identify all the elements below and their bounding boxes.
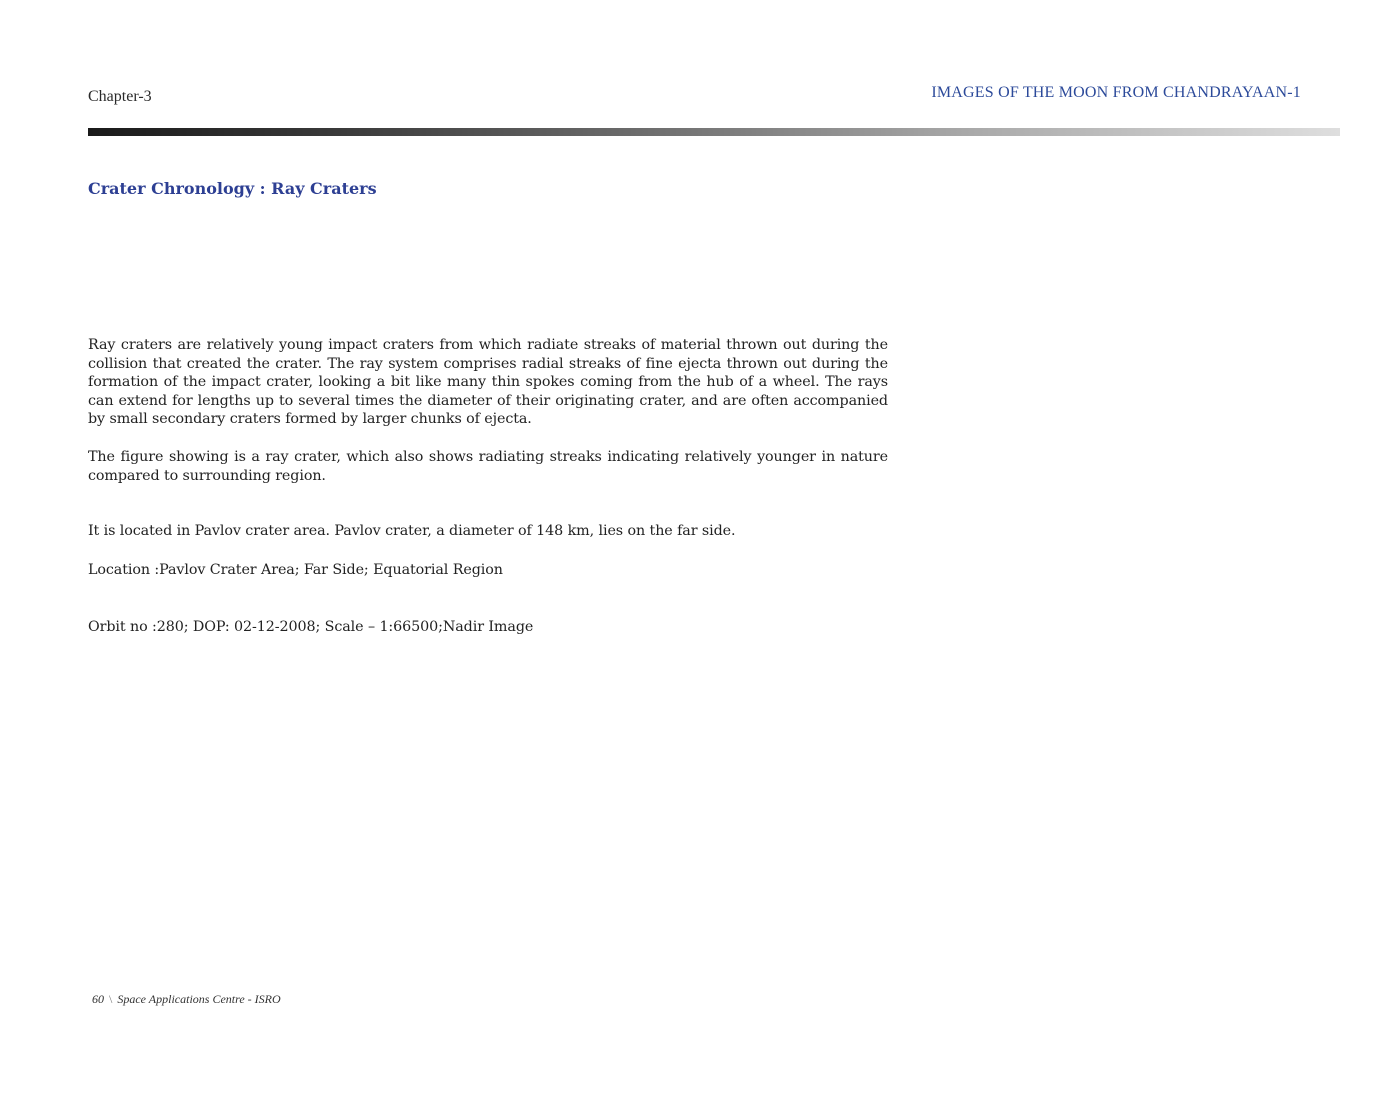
section-heading: Crater Chronology : Ray Craters: [88, 179, 377, 198]
chapter-label: Chapter-3: [88, 88, 152, 105]
page-footer: [92, 992, 281, 1007]
paragraph-location-note: It is located in Pavlov crater area. Pavlov crater, a diameter of 148 km, lies on the far side.: [88, 523, 736, 539]
orbit-info-line: Orbit no :280; DOP: 02-12-2008; Scale – 1:66500;Nadir Image: [88, 619, 534, 635]
location-line: Location :Pavlov Crater Area; Far Side; Equatorial Region: [88, 562, 503, 578]
paragraph-ray-craters-definition: Ray craters are relatively young impact craters from which radiate streaks of material thrown out during the collision that created the crater. The ray system comprises radial streaks of fine ejecta thrown out during the formation of the impact crater, looking a bit like many thin spokes coming from the hub of a wheel. The rays can extend for lengths up to several times the diameter of their originating crater, and are often accompanied by small secondary craters formed by larger chunks of ejecta.: [88, 337, 888, 427]
page-number: 60: [92, 992, 104, 1006]
header-gradient-rule: [88, 128, 1340, 136]
footer-separator: \: [109, 992, 113, 1006]
footer-organization: Space Applications Centre - ISRO: [117, 992, 281, 1006]
paragraph-figure-description: The figure showing is a ray crater, which also shows radiating streaks indicating relatively younger in nature compared to surrounding region.: [88, 449, 888, 484]
book-title: IMAGES OF THE MOON FROM CHANDRAYAAN-1: [931, 84, 1301, 101]
